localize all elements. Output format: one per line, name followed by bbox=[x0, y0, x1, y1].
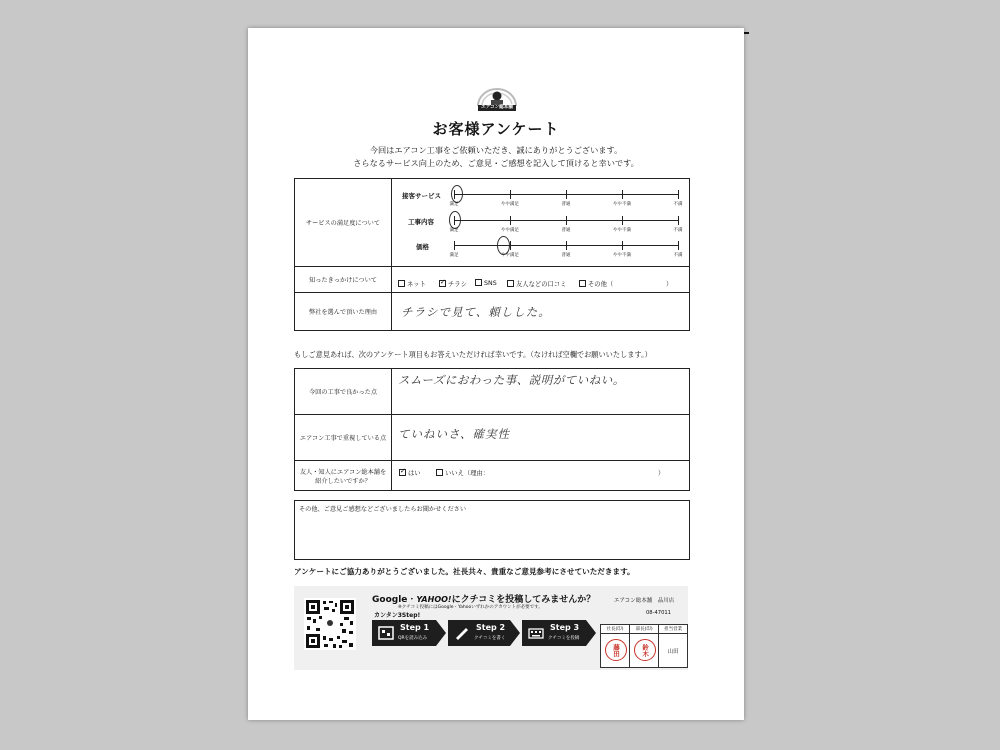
company-logo bbox=[474, 86, 520, 112]
scale-tick-label: やや不満 bbox=[613, 253, 631, 258]
option-net[interactable]: ネット bbox=[398, 279, 426, 288]
option-flyer[interactable]: ✓ チラシ bbox=[440, 278, 467, 288]
seal-stamp: 鈴木 bbox=[634, 639, 656, 661]
sales-rep-name: 山田 bbox=[659, 634, 688, 668]
scale-tick[interactable] bbox=[454, 216, 455, 225]
pencil-icon bbox=[454, 626, 470, 640]
stamp-table bbox=[600, 624, 688, 668]
scale-tick[interactable] bbox=[566, 241, 567, 250]
step-name: Step 1 bbox=[400, 623, 430, 632]
review-subnote: ※クチコミ投稿にはGoogle・Yahooいずれかのアカウントが必要です。 bbox=[398, 605, 543, 610]
logo-text: エアコン総本舗 bbox=[481, 105, 513, 110]
easy-steps-label: カンタン3Step! bbox=[374, 612, 421, 619]
president-stamp-cell bbox=[601, 634, 630, 668]
scale-tick[interactable] bbox=[678, 241, 679, 250]
recommend-label-line-2: 紹介したいですか？ bbox=[315, 477, 371, 485]
keyboard-icon bbox=[528, 626, 544, 640]
recommend-yes[interactable]: ✓ はい bbox=[400, 467, 421, 477]
step-1 bbox=[372, 620, 436, 646]
check-mark: ✓ bbox=[440, 278, 446, 286]
scale-tick[interactable] bbox=[678, 216, 679, 225]
scale-tick-label: 普通 bbox=[561, 228, 571, 233]
intro-line-2: さらなるサービス向上のため、ご意見・ご感想を記入して頂けると幸いです。 bbox=[353, 158, 639, 168]
manager-stamp-cell bbox=[630, 634, 659, 668]
scale-tick-label: 満足 bbox=[449, 202, 459, 207]
other-close-paren: ） bbox=[666, 281, 673, 288]
step-desc: QRを読み込み bbox=[398, 636, 428, 641]
scale-tick[interactable] bbox=[678, 190, 679, 199]
scale-tick-label: やや満足 bbox=[501, 253, 519, 258]
step-desc: クチコミを投稿 bbox=[548, 636, 580, 641]
scale-tick[interactable] bbox=[454, 190, 455, 199]
scale-tick-label: 不満 bbox=[673, 228, 683, 233]
good-points-answer: スムーズにおわった事、説明がていねい。 bbox=[398, 373, 625, 387]
step-desc: クチコミを書く bbox=[474, 636, 506, 641]
page-title: お客様アンケート bbox=[432, 120, 560, 138]
scale-tick[interactable] bbox=[622, 190, 623, 199]
survey-sheet bbox=[248, 28, 744, 720]
scale-tick-label: 不満 bbox=[673, 202, 683, 207]
seal-stamp: 藤田 bbox=[605, 639, 627, 661]
satisfaction-label: サービスの満足度について bbox=[295, 179, 392, 267]
stamp-header: 部長(印) bbox=[630, 625, 659, 634]
review-headline: Google・YAHOO!にクチコミを投稿してみませんか？ bbox=[372, 595, 596, 605]
scale-tick-label: やや満足 bbox=[501, 202, 519, 207]
option-sns[interactable]: SNS bbox=[475, 279, 497, 287]
recommend-label bbox=[295, 461, 392, 491]
branch-name: エアコン総本舗 品川店 bbox=[614, 598, 675, 604]
intro-line-1: 今回はエアコン工事をご依頼いただき、誠にありがとうございます。 bbox=[369, 145, 623, 155]
scale-tick[interactable] bbox=[510, 216, 511, 225]
check-mark: ✓ bbox=[400, 467, 406, 475]
scale-tick-label: やや不満 bbox=[613, 228, 631, 233]
scale-tick-label: やや不満 bbox=[613, 202, 631, 207]
scale-tick[interactable] bbox=[454, 241, 455, 250]
review-panel bbox=[294, 586, 688, 670]
scale-tick[interactable] bbox=[510, 190, 511, 199]
step-arrow-icon bbox=[510, 620, 520, 646]
scale-tick[interactable] bbox=[566, 190, 567, 199]
step-3 bbox=[522, 620, 586, 646]
scale-tick[interactable] bbox=[510, 241, 511, 250]
option-other[interactable]: その他（ bbox=[579, 279, 613, 288]
scale-row-label: 工事内容 bbox=[408, 218, 434, 226]
reason-answer: チラシで見て、頼しした。 bbox=[401, 305, 551, 319]
step-name: Step 2 bbox=[476, 623, 506, 632]
reason-label: 弊社を選んで頂いた理由 bbox=[295, 293, 392, 331]
scale-tick-label: やや満足 bbox=[501, 228, 519, 233]
option-word-of-mouth[interactable]: 友人などの口コミ bbox=[507, 279, 566, 288]
step-arrow-icon bbox=[436, 620, 446, 646]
stamp-header: 担当営業 bbox=[659, 625, 688, 634]
step-name: Step 3 bbox=[550, 623, 580, 632]
branch-code: 08-47011 bbox=[646, 610, 671, 616]
qr-code-icon[interactable] bbox=[304, 598, 356, 650]
good-points-label: 今回の工事で良かった点 bbox=[295, 369, 392, 415]
step-2 bbox=[448, 620, 510, 646]
scale-tick-label: 普通 bbox=[561, 253, 571, 258]
recommend-no[interactable]: いいえ（理由： bbox=[436, 468, 489, 477]
recommend-close-paren: ） bbox=[658, 470, 665, 477]
scale-tick[interactable] bbox=[622, 241, 623, 250]
scale-tick-label: 普通 bbox=[561, 202, 571, 207]
scale-tick[interactable] bbox=[566, 216, 567, 225]
scale-tick[interactable] bbox=[622, 216, 623, 225]
recommend-label-line-1: 友人・知人にエアコン総本舗を bbox=[299, 468, 387, 476]
stamp-header: 社長(印) bbox=[601, 625, 630, 634]
important-label: エアコン工事で重視している点 bbox=[295, 415, 392, 461]
scale-tick-label: 不満 bbox=[673, 253, 683, 258]
important-answer: ていねいさ、確実性 bbox=[398, 427, 511, 441]
scale-tick-label: 満足 bbox=[449, 253, 459, 258]
thanks-message: アンケートにご協力ありがとうございました。社長共々、貴重なご意見参考にさせていただきます。 bbox=[294, 567, 635, 576]
scale-row-label: 価格 bbox=[416, 243, 429, 251]
scale-tick-label: 満足 bbox=[449, 228, 459, 233]
scale-row-label: 接客サービス bbox=[402, 192, 441, 200]
optional-note: もしご意見あれば、次のアンケート項目もお答えいただければ幸いです。（なければ空欄でお願いいたします。） bbox=[294, 350, 652, 359]
comments-label: その他、ご意見ご感想などございましたらお聞かせください bbox=[299, 506, 467, 513]
qr-scan-icon bbox=[378, 626, 394, 640]
comments-box[interactable] bbox=[294, 500, 690, 560]
step-arrow-icon bbox=[586, 620, 596, 646]
trigger-label: 知ったきっかけについて bbox=[295, 267, 392, 293]
